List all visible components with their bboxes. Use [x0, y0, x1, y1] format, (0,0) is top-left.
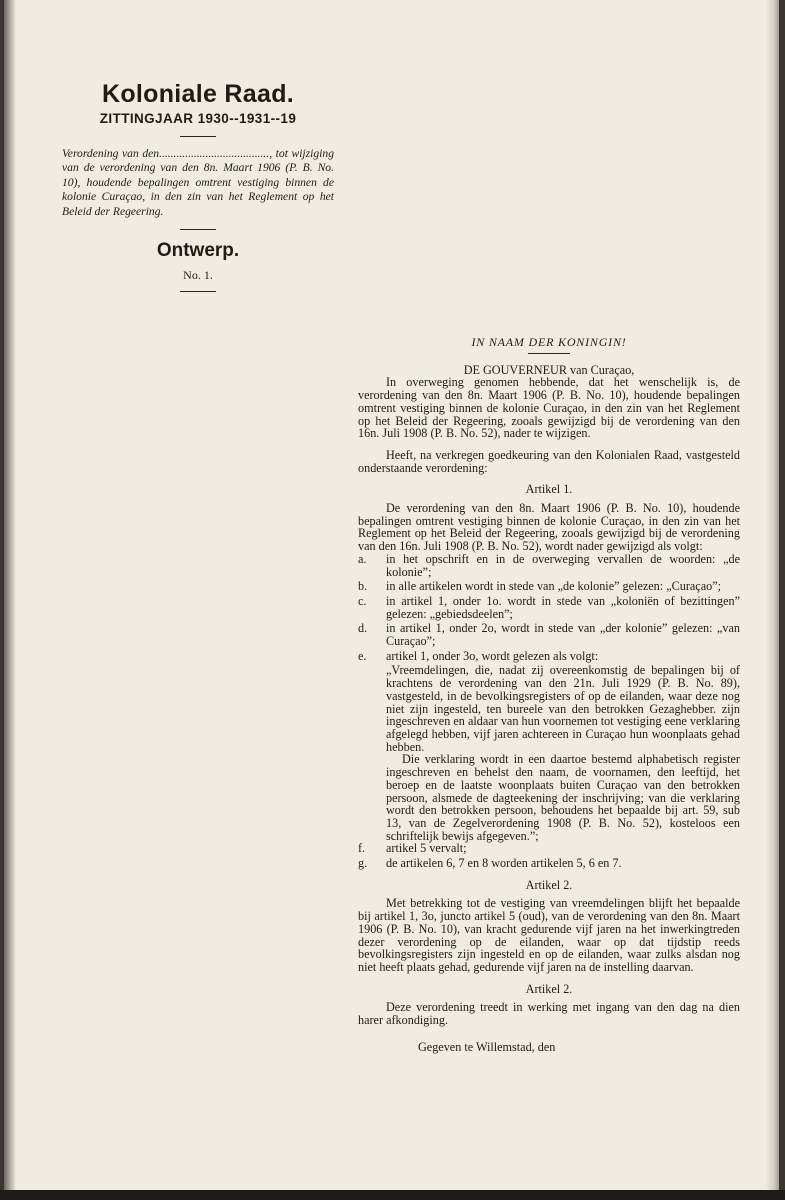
list-item-label: d. [358, 621, 368, 636]
list-item [358, 857, 740, 870]
divider [180, 229, 216, 230]
list-item-label: e. [358, 648, 367, 663]
document-page [4, 0, 779, 1190]
list-item-label: g. [358, 856, 368, 871]
session-year: ZITTINGJAAR 1930--1931--19 [99, 111, 297, 126]
document-header [62, 80, 334, 302]
list-item-label: c. [358, 593, 367, 608]
governor-line: DE GOUVERNEUR van Curaçao, [463, 362, 635, 377]
item-e-quote: „Vreemdelingen, die, nadat zij overeenkomstig de bepalingen bij of krachtens de verordening van den 21n. Juli 1929 (P. B. No. 89), vastgesteld, in de bevolkingsregisters of op de eilanden, waar deze nog niet zijn ingesteld, ten bureele van den betrokken Gezaghebber. zijn ingeschreven en aldaar van hun voornemen tot vestiging eene verklaring afgelegd hebben, vijf jaren achtereen in Curaçao hun woonplaats gehad hebben. [386, 663, 740, 754]
article-2-heading: Artikel 2. [525, 877, 573, 892]
document-number: No. 1. [183, 268, 213, 283]
ordinance-body [358, 336, 740, 1053]
list-item-text: in artikel 1, onder 2o, wordt in stede van „der kolonie” gelezen: „van Curaçao”; [386, 621, 740, 649]
list-item-text: artikel 1, onder 3o, wordt gelezen als volgt: [386, 648, 599, 663]
list-item [358, 553, 740, 578]
article-3-text: Deze verordening treedt in werking met ingang van den dag na dien harer afkondiging. [358, 1000, 740, 1028]
page-binding-shadow [4, 0, 16, 1190]
preamble: In overweging genomen hebbende, dat het wenschelijk is, de verordening van den 8n. Maart 1906 (P. B. No. 10), houdende bepalingen omtrent vestiging binnen de kolonie Curaçao, in den zin van het Reglement op het Beleid der Regeering, zooals gewijzigd bij de verordening van den 16n. Juli 1908 (P. B. No. 52), nader te wijzigen. [358, 375, 740, 441]
list-item [358, 842, 740, 855]
list-item [358, 622, 740, 647]
given-at-line: Gegeven te Willemstad, den [418, 1039, 556, 1054]
list-item [358, 595, 740, 620]
article-1-heading: Artikel 1. [525, 482, 573, 497]
approval-statement: Heeft, na verkregen goedkeuring van den Kolonialen Raad, vastgesteld onderstaande verordening: [358, 447, 740, 475]
list-item-text: in alle artikelen wordt in stede van „de kolonie” gelezen: „Curaçao”; [386, 579, 722, 594]
list-item-label: b. [358, 579, 368, 594]
draft-label: Ontwerp. [156, 240, 240, 262]
list-item-label: f. [358, 841, 366, 856]
article-2-text: Met betrekking tot de vestiging van vreemdelingen blijft het bepaalde bij artikel 1, 3o, juncto artikel 5 (oud), van de verordening van den 8n. Maart 1906 (P. B. No. 10), van kracht gedurende vijf jaren na het inwerkingtreden dezer verordening op de eilanden, waar op dat tijdstip reeds bevolkingsregisters zijn ingesteld en op de eilanden, waar zulks alsdan nog niet heeft plaats gehad, gedurende vijf jaren na de instelling daarvan. [358, 896, 740, 974]
list-item-text: in het opschrift en in de overweging vervallen de woorden: „de kolonie”; [386, 551, 740, 579]
list-item [358, 650, 740, 663]
divider [180, 136, 216, 137]
article-1-intro: De verordening van den 8n. Maart 1906 (P. B. No. 10), houdende bepalingen omtrent vestiging binnen de kolonie Curaçao, in den zin van het Reglement op het Beleid der Regeering, zooals gewijzigd bij de verordening van den 16n. Juli 1908 (P. B. No. 52), wordt nader gewijzigd als volgt: [358, 501, 740, 554]
list-item-text: in artikel 1, onder 1o. wordt in stede van „koloniën of bezittingen” gelezen: „gebiedsdeelen”; [386, 593, 740, 621]
divider [528, 353, 570, 354]
list-item-text: artikel 5 vervalt; [386, 841, 467, 856]
page-edge-shadow [765, 0, 779, 1190]
scan-bottom-edge [0, 1190, 785, 1200]
council-title: Koloniale Raad. [101, 80, 295, 108]
list-item-label: a. [358, 551, 367, 566]
royal-heading: IN NAAM DER KONINGIN! [471, 335, 627, 349]
item-e-continuation: Die verklaring wordt in een daartoe bestemd alphabetisch register ingeschreven en behelst den naam, de voornamen, den leeftijd, het beroep en de laatste woonplaats buiten Curaçao van den betrokken persoon, alsmede de dagteekening der inschrijving; van die verklaring wordt den betrokken persoon, behoudens het bepaalde bij art. 59, sub 13, van de Zegelverordening 1908 (P. B. No. 52), kosteloos een schriftelijk bewijs afgegeven.”; [386, 752, 740, 843]
article-3-heading: Artikel 2. [525, 981, 573, 996]
divider [180, 291, 216, 292]
list-item [358, 580, 740, 593]
ordinance-description: Verordening van den......................................, tot wijziging van de verordening van den 8n. Maart 1906 (P. B. No. 10), houdende bepalingen omtrent vestiging binnen de kolonie Curaçao, in den zin van het Reglement op het Beleid der Regeering. [62, 147, 334, 218]
list-item-text: de artikelen 6, 7 en 8 worden artikelen 5, 6 en 7. [386, 856, 622, 871]
